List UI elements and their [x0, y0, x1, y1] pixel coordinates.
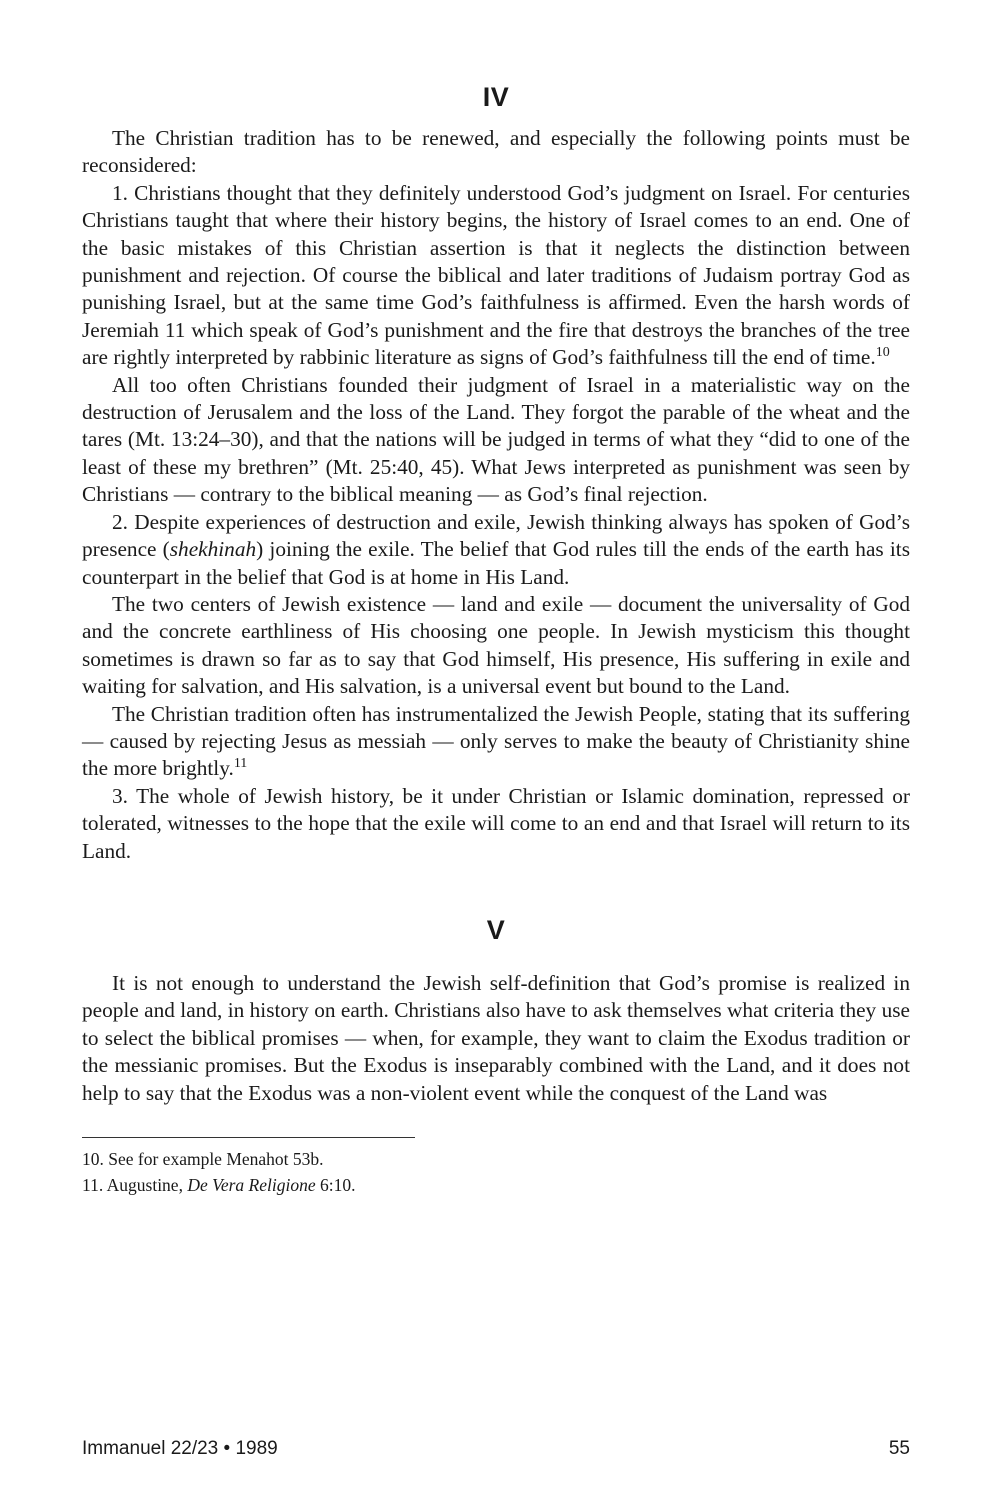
journal-citation: Immanuel 22/23 • 1989 — [82, 1438, 278, 1459]
italic-term: shekhinah — [169, 537, 257, 562]
section-heading-v: V — [486, 914, 506, 945]
paragraph: 2. Despite experiences of destruction and exile, Jewish thinking always has spoken of God’s presence (shekhinah) joining the exile. The belief that God rules till the ends of the earth has its counterpart in the belief that God is at home in His Land. — [82, 509, 910, 589]
section-heading-iv: IV — [482, 82, 510, 112]
footnote-10: 10. See for example Menahot 53b. — [82, 1149, 324, 1169]
paragraph: All too often Christians founded their judgment of Israel in a materialistic way on the destruction of Jerusalem and the loss of the Land. They forgot the parable of the wheat and the tares (Mt. 13:24–30), and that the nations will be judged in terms of what they “did to one of the least of these my brethren” (Mt. 25:40, 45). What Jews interpreted as punishment was seen by Christians — contrary to the biblical meaning — as God’s final rejection. — [82, 372, 910, 507]
paragraph: It is not enough to understand the Jewish self-definition that God’s promise is realized in people and land, in history on earth. Christians also have to ask themselves what criteria they use to select the biblical promises — when, for example, they want to claim the Exodus tradition or the messianic promises. But the Exodus is inseparably combined with the Land, and it does not help to say that the Exodus was a non-violent event while the conquest of the Land was — [82, 970, 910, 1105]
section-iv-body — [82, 125, 910, 865]
paragraph: 3. The whole of Jewish history, be it under Christian or Islamic domination, repressed or tolerated, witnesses to the hope that the exile will come to an end and that Israel will return to its Land. — [82, 783, 910, 863]
section-v-body — [82, 970, 910, 1107]
paragraph: The Christian tradition often has instrumentalized the Jewish People, stating that its suffering — caused by rejecting Jesus as messiah — only serves to make the beauty of Christianity shine the more brightly.$^{11}$ — [82, 701, 910, 781]
footnote-ref-10: 10 — [875, 345, 890, 361]
page — [82, 0, 910, 1198]
footnote-11: 11. Augustine, De Vera Religione 6:10. — [82, 1175, 356, 1195]
paragraph: 1. Christians thought that they definitely understood God’s judgment on Israel. For centuries Christians taught that where their history begins, the history of Israel comes to an end. One of the basic mistakes of this Christian assertion is that it neglects the distinction between punishment and rejection. Of course the biblical and later traditions of Judaism portray God as punishing Israel, but at the same time God’s faithfulness is affirmed. Even the harsh words of Jeremiah 11 which speak of God’s punishment and the fire that destroys the branches of the tree are rightly interpreted by rabbinic literature as signs of God’s faithfulness till the end of time.$^{10}$ — [82, 180, 910, 370]
footnote-ref-11: 11 — [233, 756, 248, 772]
footnotes — [82, 1137, 910, 1198]
page-footer — [82, 1438, 910, 1460]
page-number: 55 — [888, 1438, 910, 1459]
paragraph: The Christian tradition has to be renewed, and especially the following points must be reconsidered: — [82, 126, 910, 178]
paragraph: The two centers of Jewish existence — land and exile — document the universality of God and the concrete earthliness of His choosing one people. In Jewish mysticism this thought sometimes is drawn so far as to say that God himself, His presence, His suffering in exile and waiting for salvation, and His salvation, is a universal event but bound to the Land. — [82, 591, 910, 699]
